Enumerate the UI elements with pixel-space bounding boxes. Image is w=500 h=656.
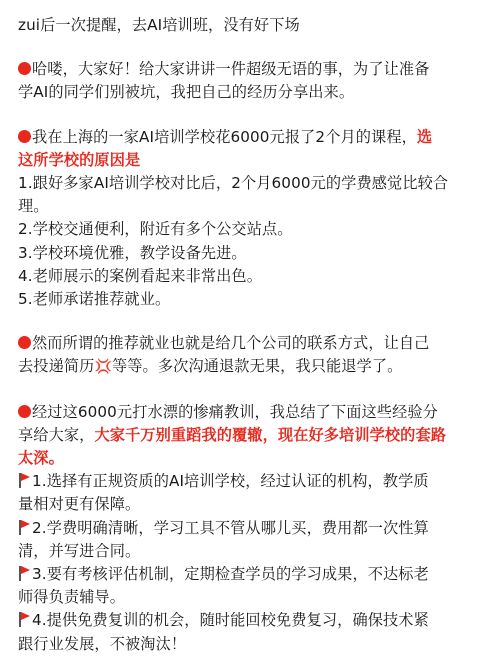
tip-item: 跟行业发展，不被淘汰！ <box>18 634 187 653</box>
jobs-paragraph <box>18 332 486 379</box>
red-flag-icon <box>18 566 30 581</box>
reason-item: 4.老师展示的案例看起来非常出色。 <box>18 266 263 285</box>
highlight-text: 选 <box>416 127 433 146</box>
lesson-line: 经过这6000元打水漂的惨痛教训，我总结了下面这些经验分 <box>18 401 486 424</box>
tip-item: 3.要有考核评估机制，定期检查学员的学习成果，不达标老 <box>18 563 486 586</box>
tip-item: 4.提供免费复训的机会，随时能回校免费复习，确保技术紧 <box>18 609 486 632</box>
tip-item: 清，并写进合同。 <box>18 541 141 560</box>
jobs-line: 去投递简历💢等等。多次沟通退款无果，我只能退学了。 <box>18 357 403 376</box>
red-flag-icon <box>18 520 30 535</box>
red-circle-icon <box>18 405 31 418</box>
intro-line: 哈喽，大家好！给大家讲讲一件超级无语的事，为了让准备 <box>18 58 486 81</box>
reason-item: 2.学校交通便利，附近有多个公交站点。 <box>18 220 293 239</box>
tip-item: 2.学费明确清晰，学习工具不管从哪儿买，费用都一次性算 <box>18 517 486 540</box>
spacer <box>18 105 486 126</box>
reason-item: 1.跟好多家AI培训学校对比后，2个月6000元的学费感觉比较合 <box>18 174 449 193</box>
red-circle-icon <box>18 62 31 75</box>
spacer <box>18 311 486 332</box>
intro-paragraph <box>18 58 486 104</box>
red-flag-icon <box>18 612 30 627</box>
red-flag-icon <box>18 473 30 488</box>
tip-item: 师得负责辅导。 <box>18 588 126 607</box>
post-title: zui后一次提醒，去AI培训班，没有好下场 <box>18 16 300 34</box>
jobs-line: 然而所谓的推荐就业也就是给几个公司的联系方式，让自己 <box>18 332 486 355</box>
spacer <box>18 37 486 58</box>
reason-item: 5.老师承诺推荐就业。 <box>18 290 171 309</box>
reason-item: 3.学校环境优雅，教学设备先进。 <box>18 243 247 262</box>
anger-symbol-icon: 💢 <box>94 359 112 376</box>
intro-line: 学AI的同学们别被坑，我把自己的经历分享出来。 <box>18 83 355 102</box>
red-circle-icon <box>18 130 31 143</box>
reason-item: 理。 <box>18 197 49 216</box>
lesson-line: 享给大家，大家千万别重蹈我的覆辙，现在好多培训学校的套路 <box>18 425 447 444</box>
story-paragraph <box>18 126 486 312</box>
lesson-paragraph <box>18 401 486 656</box>
highlight-text: 这所学校的原因是 <box>18 150 141 169</box>
highlight-text: 大家千万别重蹈我的覆辙，现在好多培训学校的套路 <box>94 425 447 444</box>
story-line: 我在上海的一家AI培训学校花6000元报了2个月的课程，选 <box>18 126 486 149</box>
tip-item: 量相对更有保障。 <box>18 495 141 514</box>
spacer <box>18 380 486 401</box>
red-circle-icon <box>18 336 31 349</box>
highlight-text: 太深。 <box>18 449 64 468</box>
tip-item: 1.选择有正规资质的AI培训学校，经过认证的机构，教学质 <box>18 470 486 493</box>
